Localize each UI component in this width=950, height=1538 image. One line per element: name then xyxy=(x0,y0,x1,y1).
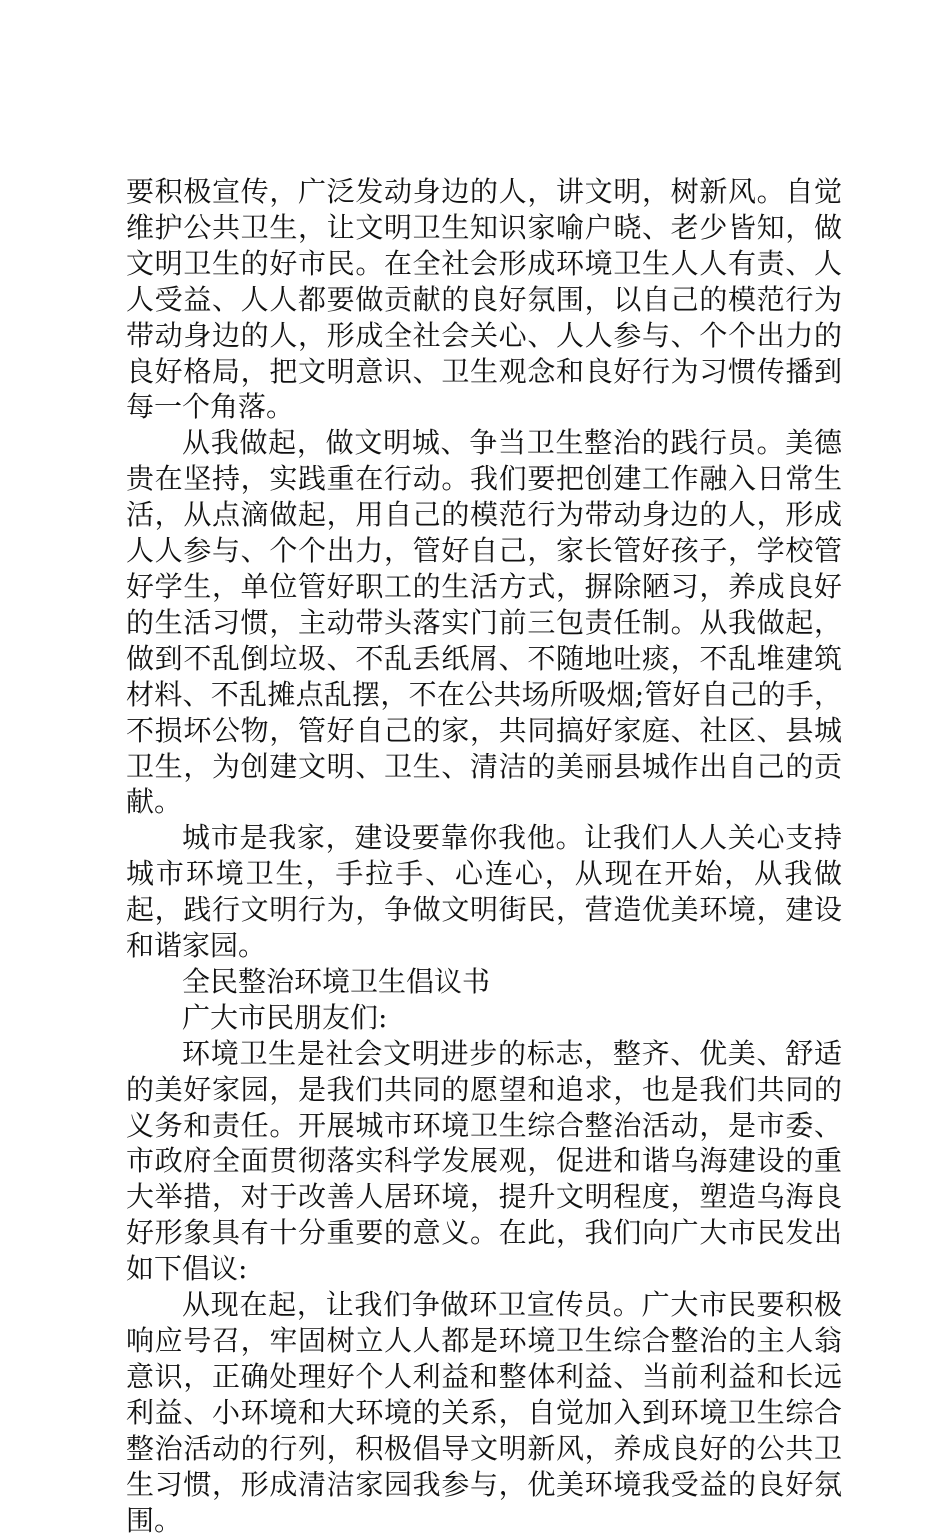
paragraph-2: 从我做起，做文明城、争当卫生整治的践行员。美德贵在坚持，实践重在行动。我们要把创建工作融入日常生活，从点滴做起，用自己的模范行为带动身边的人，形成人人参与、个个出力，管好自己，家长管好孩子，学校管好学生，单位管好职工的生活方式，摒除陋习，养成良好的生活习惯，主动带头落实门前三包责任制。从我做起，做到不乱倒垃圾、不乱丢纸屑、不随地吐痰，不乱堆建筑材料、不乱摊点乱摆，不在公共场所吸烟;管好自己的手，不损坏公物，管好自己的家，共同搞好家庭、社区、县城卫生，为创建文明、卫生、清洁的美丽县城作出自己的贡献。 xyxy=(126,426,842,819)
salutation: 广大市民朋友们: xyxy=(182,1000,388,1034)
document-title: 全民整治环境卫生倡议书 xyxy=(182,964,491,998)
paragraph-1: 要积极宣传，广泛发动身边的人，讲文明，树新风。自觉维护公共卫生，让文明卫生知识家喻户晓、老少皆知，做文明卫生的好市民。在全社会形成环境卫生人人有责、人人受益、人人都要做贡献的良好氛围，以自己的模范行为带动身边的人，形成全社会关心、人人参与、个个出力的良好格局，把文明意识、卫生观念和良好行为习惯传播到每一个角落。 xyxy=(126,175,842,424)
paragraph-6: 环境卫生是社会文明进步的标志，整齐、优美、舒适的美好家园，是我们共同的愿望和追求，也是我们共同的义务和责任。开展城市环境卫生综合整治活动，是市委、市政府全面贯彻落实科学发展观，促进和谐乌海建设的重大举措，对于改善人居环境，提升文明程度，塑造乌海良好形象具有十分重要的意义。在此，我们向广大市民发出如下倡议: xyxy=(126,1036,842,1286)
paragraph-3: 城市是我家，建设要靠你我他。让我们人人关心支持城市环境卫生，手拉手、心连心，从现在开始，从我做起，践行文明行为，争做文明街民，营造优美环境，建设和谐家园。 xyxy=(126,821,842,963)
paragraph-7: 从现在起，让我们争做环卫宣传员。广大市民要积极响应号召，牢固树立人人都是环境卫生综合整治的主人翁意识，正确处理好个人利益和整体利益、当前利益和长远利益、小环境和大环境的关系，自觉加入到环境卫生综合整治活动的行列，积极倡导文明新风，养成良好的公共卫生习惯，形成清洁家园我参与，优美环境我受益的良好氛围。 xyxy=(126,1288,842,1537)
document-body xyxy=(126,174,842,1538)
